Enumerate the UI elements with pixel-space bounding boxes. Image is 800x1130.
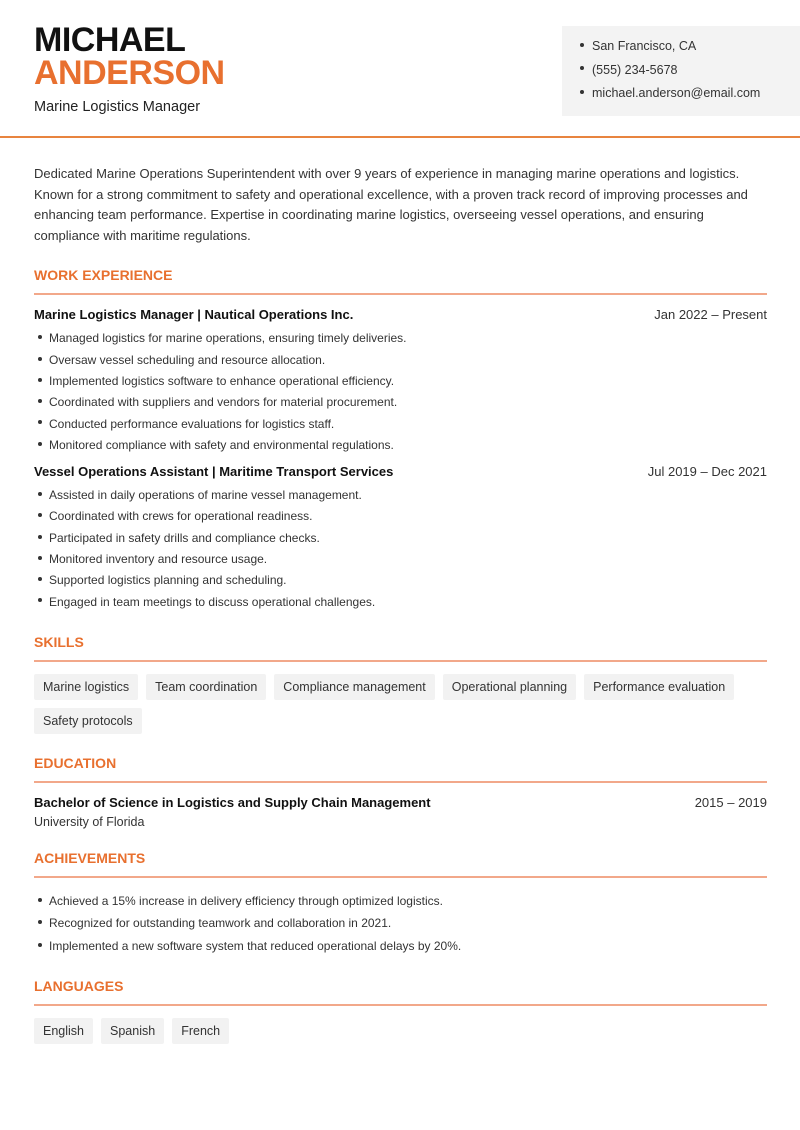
skills-section — [34, 634, 767, 734]
contact-email[interactable]: michael.anderson@email.com — [580, 83, 800, 107]
summary: Dedicated Marine Operations Superintendent with over 9 years of experience in managing marine operations and logistics. Known for a strong commitment to safety and operational excellence, with a proven track record of improving processes and enhancing team performance. Expertise in coordinating marine logistics, overseeing vessel operations, and ensuring compliance with maritime regulations. — [34, 166, 748, 243]
language-tag: French — [172, 1018, 229, 1044]
bullet-item: Coordinated with crews for operational readiness. — [34, 506, 767, 527]
section-heading: SKILLS — [34, 634, 767, 662]
job-bullets — [34, 485, 767, 613]
bullet-item: Implemented logistics software to enhance operational efficiency. — [34, 371, 767, 392]
achievements-section — [34, 850, 767, 958]
languages-section — [34, 978, 767, 1044]
achievement-item: Implemented a new software system that reduced operational delays by 20%. — [34, 935, 767, 958]
skill-tag: Operational planning — [443, 674, 576, 700]
bullet-item: Managed logistics for marine operations, ensuring timely deliveries. — [34, 328, 767, 349]
first-name: MICHAEL — [34, 21, 186, 59]
job-header — [34, 307, 767, 322]
section-heading: EDUCATION — [34, 755, 767, 783]
bullet-item: Assisted in daily operations of marine vessel management. — [34, 485, 767, 506]
job-dates: Jul 2019 – Dec 2021 — [647, 464, 767, 480]
job-title: Marine Logistics Manager — [34, 99, 201, 115]
bullet-item: Conducted performance evaluations for logistics staff. — [34, 414, 767, 435]
achievement-item: Recognized for outstanding teamwork and collaboration in 2021. — [34, 912, 767, 935]
achievement-item: Achieved a 15% increase in delivery efficiency through optimized logistics. — [34, 890, 767, 913]
education-section — [34, 755, 767, 829]
resume-header — [0, 0, 800, 138]
contact-phone: (555) 234-5678 — [580, 60, 800, 84]
skill-tag: Performance evaluation — [584, 674, 734, 700]
full-name — [34, 21, 225, 92]
bullet-item: Monitored inventory and resource usage. — [34, 549, 767, 570]
bullet-item: Participated in safety drills and compliance checks. — [34, 528, 767, 549]
last-name: ANDERSON — [34, 54, 225, 92]
job-entry-title: Marine Logistics Manager | Nautical Operations Inc. — [34, 307, 354, 323]
job-entry-title: Vessel Operations Assistant | Maritime Transport Services — [34, 464, 394, 480]
skill-tag: Compliance management — [274, 674, 434, 700]
section-heading: LANGUAGES — [34, 978, 767, 1006]
job-entry — [34, 307, 767, 456]
contact-box — [562, 26, 800, 116]
contact-location: San Francisco, CA — [580, 36, 800, 60]
skill-tag: Safety protocols — [34, 708, 142, 734]
bullet-item: Supported logistics planning and scheduling. — [34, 570, 767, 591]
section-heading: ACHIEVEMENTS — [34, 850, 767, 878]
bullet-item: Engaged in team meetings to discuss operational challenges. — [34, 592, 767, 613]
skill-tag: Marine logistics — [34, 674, 138, 700]
school: University of Florida — [34, 814, 145, 829]
job-entry — [34, 464, 767, 613]
work-experience-section — [34, 267, 767, 613]
skill-tag: Team coordination — [146, 674, 266, 700]
bullet-item: Oversaw vessel scheduling and resource allocation. — [34, 350, 767, 371]
bullet-item: Monitored compliance with safety and environmental regulations. — [34, 435, 767, 456]
job-bullets — [34, 328, 767, 456]
education-dates: 2015 – 2019 — [694, 794, 767, 810]
job-dates: Jan 2022 – Present — [654, 307, 767, 323]
language-tag: English — [34, 1018, 93, 1044]
job-header — [34, 464, 767, 479]
degree: Bachelor of Science in Logistics and Supply Chain Management — [34, 794, 431, 810]
section-heading: WORK EXPERIENCE — [34, 267, 767, 295]
bullet-item: Coordinated with suppliers and vendors for material procurement. — [34, 392, 767, 413]
language-tag: Spanish — [101, 1018, 164, 1044]
